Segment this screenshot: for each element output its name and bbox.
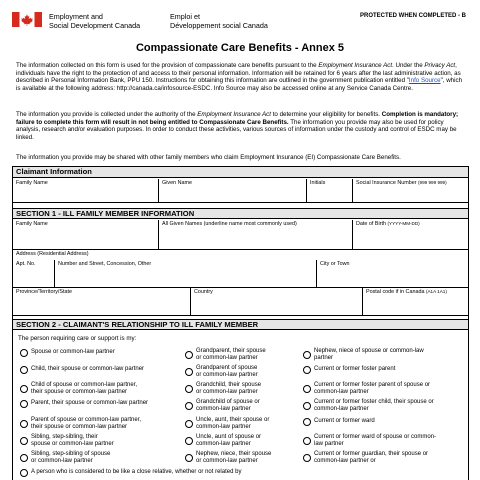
department-name-fr: Emploi et Développement social Canada [170, 12, 268, 30]
relationship-option-label-line: Grandchild of spouse or [196, 399, 260, 405]
relationship-option-label-line: partner [314, 354, 334, 361]
claimant-heading: Claimant Information [13, 167, 468, 178]
privacy-paragraph-2: The information you provide is collected under the authority of the Employment Insurance Act to determine your eligibility for benefits. Completion is mandatory; failure to complete this form will result in not being entitled to Compassionate Care Benefits. The information you provide may also be used for policy analysis, research and/or evaluation purposes. In order to conduct these activities, various sources of information under the custody and control of ESDC may be linked. [16, 111, 459, 141]
relationship-option-label [31, 366, 144, 373]
relationship-option-label-line: or common-law partner [196, 388, 258, 395]
relationship-option-label [314, 382, 430, 395]
relationship-option[interactable] [20, 452, 180, 467]
radio-button[interactable] [20, 385, 28, 393]
info-source-link[interactable]: Info Source [408, 77, 441, 85]
relationship-option-label [314, 366, 395, 373]
relationship-option[interactable] [303, 418, 463, 433]
claimant-given-name-field[interactable]: Given Name [159, 179, 307, 203]
relationship-option[interactable] [20, 400, 180, 415]
relationship-option-label-line: Sibling, step-sibling, their [31, 434, 98, 440]
radio-button[interactable] [185, 437, 193, 445]
radio-button[interactable] [303, 454, 311, 462]
ill-given-names-field[interactable]: All Given Names (underline name most commonly used) [159, 220, 353, 250]
section1-heading: SECTION 1 - ILL FAMILY MEMBER INFORMATION [13, 208, 468, 219]
relationship-option-label [31, 349, 115, 356]
ill-family-name-field[interactable]: Family Name [13, 220, 159, 250]
relationship-option-label-line: or common-law partner [196, 457, 258, 464]
relationship-option-label-line: or common-law partner [31, 457, 93, 464]
radio-button[interactable] [303, 366, 311, 374]
relationship-option-label-line: Current or former ward of spouse or common- [314, 434, 437, 440]
relationship-option[interactable] [20, 469, 242, 480]
postal-code-field[interactable]: Postal code if in Canada (A1A 1A1) [363, 288, 468, 316]
radio-button[interactable] [303, 351, 311, 359]
relationship-option-label-line: common-law partner [196, 405, 251, 412]
application-form [12, 166, 469, 480]
relationship-option-label-line: common-law partner or [314, 457, 376, 464]
relationship-option-label-line: Nephew, niece of spouse or common-law [314, 348, 424, 354]
department-name-en: Employment and Social Development Canada [49, 12, 141, 30]
relationship-option-label-line: their spouse or common-law partner [31, 423, 128, 430]
radio-button[interactable] [20, 437, 28, 445]
radio-button[interactable] [20, 420, 28, 428]
relationship-option-label-line: Current or former foster parent [314, 366, 396, 372]
relationship-option-label [314, 451, 428, 464]
privacy-paragraph-1: The information collected on this form is used for the provision of compassionate care benefits pursuant to the Employment Insurance Act. Under the Privacy Act, individuals have the right to the protection of and access to their personal information. Information will be retained for 6 years after the last administrative action, as described in Personal Information Bank, PPU 150. Instructions for obtaining this information are outlined in the government publication entitled "Info Source", which is available at the following address: http://canada.ca/infosource-ESDC. Info Source may also be accessed online at any Service Canada Centre. [16, 62, 463, 92]
relationship-option-label [314, 418, 375, 425]
radio-button[interactable] [303, 437, 311, 445]
section2-heading: SECTION 2 - CLAIMANT'S RELATIONSHIP TO ILL FAMILY MEMBER [13, 319, 468, 330]
relationship-option-label-line: Grandparent, their spouse [196, 348, 266, 354]
relationship-option-label [314, 434, 436, 447]
relationship-option-label [196, 365, 258, 378]
radio-button[interactable] [20, 454, 28, 462]
relationship-option-label-line: Parent of spouse or common-law partner, [31, 417, 142, 423]
relationship-option[interactable] [303, 383, 463, 398]
relationship-option[interactable] [20, 383, 180, 398]
relationship-option-label [31, 400, 148, 407]
radio-button[interactable] [20, 469, 28, 477]
relationship-intro: The person requiring care or support is my: [18, 335, 137, 342]
relationship-option[interactable] [20, 435, 180, 450]
radio-button[interactable] [20, 349, 28, 357]
claimant-family-name-field[interactable]: Family Name [13, 179, 159, 203]
relationship-option-label [31, 469, 241, 476]
claimant-sin-field[interactable]: Social Insurance Number (999 999 999) [353, 179, 468, 203]
relationship-option[interactable] [20, 349, 180, 364]
radio-button[interactable] [185, 420, 193, 428]
relationship-option-label [31, 417, 141, 430]
claimant-initials-field[interactable]: Initials [307, 179, 353, 203]
relationship-option-label-line: Spouse or common-law partner [31, 349, 115, 355]
relationship-option-label [196, 348, 266, 361]
radio-button[interactable] [20, 400, 28, 408]
relationship-option-label-line: Grandparent of spouse [196, 365, 258, 371]
relationship-option-label-line: Grandchild, their spouse [196, 382, 262, 388]
relationship-option-label-line: Child of spouse or common-law partner, [31, 382, 138, 388]
relationship-option-label-line: Uncle, aunt of spouse or [196, 434, 262, 440]
relationship-option[interactable] [303, 452, 463, 467]
relationship-option-label-line: Current or former ward [314, 418, 375, 424]
country-field[interactable]: Country [191, 288, 363, 316]
relationship-option[interactable] [303, 400, 463, 415]
radio-button[interactable] [303, 402, 311, 410]
relationship-option-label [314, 348, 424, 361]
protected-label: PROTECTED WHEN COMPLETED - B [360, 13, 466, 19]
radio-button[interactable] [303, 418, 311, 426]
relationship-option-label [31, 382, 137, 395]
radio-button[interactable] [20, 366, 28, 374]
page-header [12, 10, 468, 36]
relationship-option-label [31, 451, 110, 464]
relationship-option-label-line: Child, their spouse or common-law partner [31, 366, 145, 372]
canada-flag-icon [12, 12, 42, 27]
relationship-option-label-line: Parent, their spouse or common-law partner [31, 400, 149, 406]
relationship-option-label-line: common-law partner [314, 388, 369, 395]
relationship-option-label-line: Current or former foster child, their spouse or [314, 399, 434, 405]
relationship-option-label-line: Current or former guardian, their spouse or [314, 451, 429, 457]
relationship-option-label [196, 399, 260, 412]
relationship-option-label-line: their spouse or common-law partner [31, 388, 128, 395]
radio-button[interactable] [185, 368, 193, 376]
relationship-option-label-line: or common-law partner [196, 371, 258, 378]
relationship-option[interactable] [303, 349, 463, 364]
address-label: Address (Residential Address) [16, 251, 89, 257]
radio-button[interactable] [185, 454, 193, 462]
relationship-option[interactable] [20, 418, 180, 433]
relationship-option-label [196, 434, 261, 447]
relationship-option-label-line: law partner [314, 440, 344, 447]
relationship-option[interactable] [303, 366, 463, 381]
relationship-option-label-line: Nephew, niece, their spouse [196, 451, 272, 457]
privacy-paragraph-3: The information you provide may be shared with other family members who claim Employment Insurance (EI) Compassionate Care Benefits. [16, 154, 401, 161]
form-title: Compassionate Care Benefits - Annex 5 [135, 42, 345, 54]
radio-button[interactable] [185, 385, 193, 393]
relationship-option[interactable] [303, 435, 463, 450]
relationship-option-label-line: spouse or common-law partner [31, 440, 114, 447]
relationship-option-label-line: common-law partner [314, 405, 369, 412]
apt-no-field[interactable]: Apt. No. [13, 260, 55, 288]
radio-button[interactable] [303, 385, 311, 393]
relationship-option-label-line: common-law partner [196, 440, 251, 447]
relationship-option-label [31, 434, 114, 447]
city-field[interactable]: City or Town [317, 260, 468, 288]
radio-button[interactable] [185, 351, 193, 359]
relationship-option[interactable] [20, 366, 180, 381]
ill-dob-field[interactable]: Date of Birth (YYYY-MM-DD) [353, 220, 468, 250]
relationship-option-label-line: common-law partner [196, 423, 251, 430]
relationship-option-label [314, 399, 434, 412]
relationship-option-label-line: Current or former foster parent of spouse or [314, 382, 431, 388]
relationship-option-label [196, 382, 261, 395]
radio-button[interactable] [185, 402, 193, 410]
province-field[interactable]: Province/Territory/State [13, 288, 191, 316]
relationship-option-label [196, 451, 271, 464]
relationship-option-label-line: Sibling, step-sibling of spouse [31, 451, 111, 457]
relationship-option-label [196, 417, 269, 430]
relationship-option-label-line: Uncle, aunt, their spouse or [196, 417, 270, 423]
relationship-option-label-line: or common-law partner [196, 354, 258, 361]
relationship-option-label-line: A person who is considered to be like a close relative, whether or not related by [31, 469, 242, 475]
street-field[interactable]: Number and Street, Concession, Other [55, 260, 317, 288]
